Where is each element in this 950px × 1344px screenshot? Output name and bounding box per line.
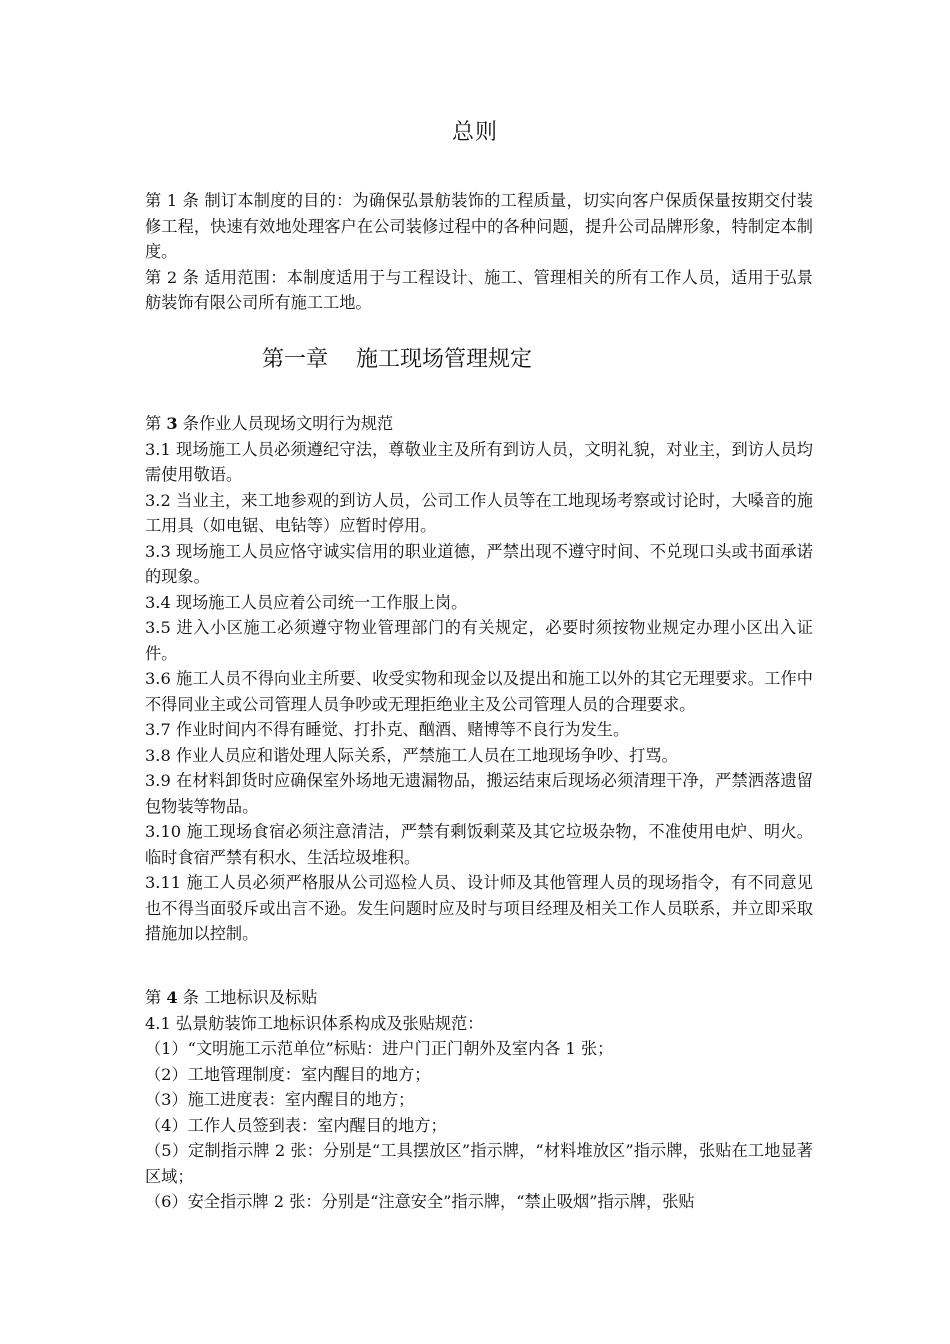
- article-2-paragraph: 第 2 条 适用范围：本制度适用于与工程设计、施工、管理相关的所有工作人员，适用于弘景舫装饰有限公司所有施工工地。: [145, 267, 813, 312]
- article-4-heading-prefix: 第: [145, 988, 167, 1007]
- article-4-section: [145, 985, 813, 1215]
- article-1-paragraph: 第 1 条 制订本制度的目的：为确保弘景舫装饰的工程质量，切实向客户保质保量按期交付装修工程，快速有效地处理客户在公司装修过程中的各种问题，提升公司品牌形象，特制定本制度。: [145, 191, 813, 261]
- general-provisions-section: [145, 188, 813, 316]
- document-title: 总则: [451, 120, 498, 145]
- list-item: （3）施工进度表：室内醒目的地方；: [145, 1090, 415, 1109]
- list-item: 3.11 施工人员必须严格服从公司巡检人员、设计师及其他管理人员的现场指令，有不同意见也不得当面驳斥或出言不逊。发生问题时应及时与项目经理及相关工作人员联系，并立即采取措施加以控制。: [145, 873, 813, 943]
- article-4-heading-text: 条 工地标识及标贴: [177, 988, 318, 1007]
- list-item: 4.1 弘景舫装饰工地标识体系构成及张贴规范：: [145, 1013, 484, 1033]
- list-item: 3.7 作业时间内不得有睡觉、打扑克、酗酒、赌博等不良行为发生。: [145, 720, 630, 739]
- list-item: （1）“文明施工示范单位”标贴：进户门正门朝外及室内各 1 张；: [145, 1039, 614, 1058]
- list-item: 3.10 施工现场食宿必须注意清洁，严禁有剩饭剩菜及其它垃圾杂物，不准使用电炉、明火。临时食宿严禁有积水、生活垃圾堆积。: [145, 822, 813, 867]
- list-item: 3.8 作业人员应和谐处理人际关系，严禁施工人员在工地现场争吵、打骂。: [145, 745, 678, 765]
- list-item: 3.6 施工人员不得向业主所要、收受实物和现金以及提出和施工以外的其它无理要求。工作中不得同业主或公司管理人员争吵或无理拒绝业主及公司管理人员的合理要求。: [145, 669, 813, 714]
- list-item: 3.5 进入小区施工必须遵守物业管理部门的有关规定，必要时须按物业规定办理小区出入证件。: [145, 618, 813, 663]
- list-item: 3.3 现场施工人员应恪守诚实信用的职业道德，严禁出现不遵守时间、不兑现口头或书面承诺的现象。: [145, 541, 813, 586]
- article-3-heading-prefix: 第: [145, 414, 167, 433]
- list-item: 3.9 在材料卸货时应确保室外场地无遗漏物品，搬运结束后现场必须清理干净，严禁洒落遗留包物装等物品。: [145, 771, 813, 816]
- list-item: 3.1 现场施工人员必须遵纪守法，尊敬业主及所有到访人员，文明礼貌，对业主，到访人员均需使用敬语。: [145, 439, 813, 484]
- article-3-heading: [145, 411, 813, 437]
- article-3-number: 3: [166, 414, 178, 433]
- list-item: （6）安全指示牌 2 张：分别是“注意安全”指示牌，“禁止吸烟”指示牌，张贴: [145, 1192, 695, 1211]
- article-3-heading-text: 条作业人员现场文明行为规范: [177, 414, 394, 433]
- list-item: （2）工地管理制度：室内醒目的地方；: [145, 1064, 431, 1084]
- list-item: 3.2 当业主，来工地参观的到访人员，公司工作人员等在工地现场考察或讨论时，大嗓音的施工用具（如电锯、电钻等）应暂时停用。: [145, 490, 813, 535]
- list-item: （5）定制指示牌 2 张：分别是“工具摆放区”指示牌，“材料堆放区”指示牌，张贴在工地显著区域；: [145, 1141, 813, 1186]
- article-3-section: [145, 411, 813, 947]
- list-item: 3.4 现场施工人员应着公司统一工作服上岗。: [145, 592, 468, 612]
- article-4-number: 4: [166, 988, 178, 1007]
- chapter-1-title: 第一章 施工现场管理规定: [262, 347, 532, 372]
- article-4-heading: [145, 985, 813, 1011]
- list-item: （4）工作人员签到表：室内醒目的地方；: [145, 1115, 447, 1135]
